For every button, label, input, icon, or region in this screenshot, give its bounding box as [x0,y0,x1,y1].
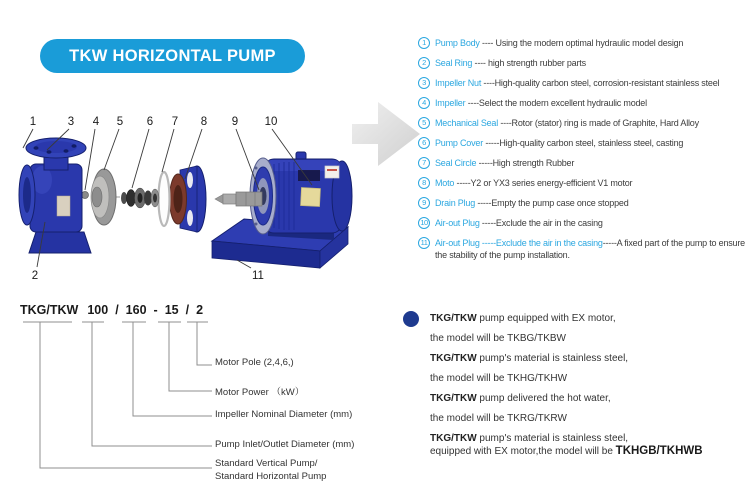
part-number-badge: 7 [418,157,430,169]
model-label-inlet-outlet-diameter: Pump Inlet/Outlet Diameter (mm) [215,439,355,450]
seal-circle-gasket [159,172,170,226]
part-number-badge: 2 [418,57,430,69]
part-number-label: 8 [200,116,208,128]
parts-list-item [418,77,754,89]
part-number-badge: 5 [418,117,430,129]
note-text: the model will be TKBG/TKBW [430,333,566,344]
part-description: ---- high strength rubber parts [472,58,586,68]
parts-list-item [418,197,754,209]
shaft [215,192,262,206]
part-number-label: 9 [231,116,239,128]
part-number-badge: 10 [418,217,430,229]
parts-list-item [418,57,754,69]
model-separator: - [153,303,158,317]
part-name: Air-out Plug -----Exclude the air in the casing [435,238,603,248]
parts-list [418,37,754,269]
part-number-label: 11 [252,270,264,282]
parts-list-item [418,97,754,109]
part-number-label: 3 [67,116,75,128]
part-number-badge: 1 [418,37,430,49]
model-prefix: TKG/TKW [430,353,477,364]
note-text: pump's material is stainless steel, [476,353,629,364]
part-number-label: 5 [116,116,124,128]
part-name: Pump Body [435,38,480,48]
part-name: Moto [435,178,455,188]
part-name: Pump Cover [435,138,484,148]
note-line [430,372,754,385]
model-segment-inlet: 100 [87,303,109,317]
part-number-label: 6 [146,116,154,128]
title-banner [40,39,305,73]
model-separator: / [115,303,119,317]
model-variant-notes [398,306,754,465]
part-name: Seal Ring [435,58,473,68]
model-label-impeller-diameter: Impeller Nominal Diameter (mm) [215,409,353,420]
part-description: -----Exclude the air in the casing [479,218,603,228]
part-number-badge: 4 [418,97,430,109]
note-text: the model will be TKRG/TKRW [430,413,567,424]
part-description: ----High-quality carbon steel, corrosion-resistant stainless steel [481,78,720,88]
note-line [430,412,754,425]
part-number-label: 10 [264,116,278,128]
parts-list-item [418,177,754,189]
note-line [430,352,754,365]
part-name: Drain Plug [435,198,476,208]
model-code [20,303,210,317]
note-line [430,445,754,458]
part-description: -----Y2 or YX3 series energy-efficient V1 motor [454,178,633,188]
part-number-label: 1 [29,116,37,128]
part-description: -----A fixed part of the pump to ensure the stability of the pump installation. [435,238,745,260]
part-number-label: 2 [31,270,39,282]
mechanical-seal-parts [116,188,159,208]
model-name-bold: TKHGB/TKHWB [615,445,703,457]
note-line [430,312,754,325]
part-description: ----Select the modern excellent hydraulic model [465,98,647,108]
parts-list-item [418,217,754,229]
model-label-motor-power: Motor Power （kW） [215,387,305,398]
model-segment-impeller: 160 [125,303,147,317]
model-segment-power: 15 [164,303,179,317]
part-number-badge: 11 [418,237,430,249]
model-segment-series: TKG/TKW [20,303,79,317]
note-text: pump delivered the hot water, [476,393,611,404]
model-label-pump-type-line2: Standard Horizontal Pump [215,471,327,482]
parts-list-item [418,37,754,49]
part-name: Mechanical Seal [435,118,499,128]
pump-body [19,138,91,253]
model-label-pump-type-line1: Standard Vertical Pump/ [215,458,318,469]
model-label-pump-type [215,457,326,483]
parts-list-item [418,117,754,129]
part-number-badge: 9 [418,197,430,209]
model-segment-pole: 2 [196,303,204,317]
note-text: pump equipped with EX motor, [476,313,616,324]
note-line [430,392,754,405]
impeller-nut [82,192,89,199]
part-description: -----High-quality carbon steel, stainless steel, casting [483,138,684,148]
part-number-label: 4 [92,116,100,128]
note-bullet-icon [403,311,419,327]
part-number-label: 7 [171,116,179,128]
model-label-motor-pole: Motor Pole (2,4,6,) [215,357,294,368]
part-name: Seal Circle [435,158,477,168]
right-arrow-icon [352,96,422,172]
note-text: equipped with EX motor,the model will be [430,446,616,457]
part-description: ---- Using the modern optimal hydraulic model design [479,38,684,48]
parts-list-item [418,137,754,149]
pump-cover [170,166,207,232]
part-description: -----High strength Rubber [476,158,575,168]
note-text: the model will be TKHG/TKHW [430,373,568,384]
model-prefix: TKG/TKW [430,313,477,324]
part-name: Impeller [435,98,466,108]
model-separator: / [185,303,190,317]
model-prefix: TKG/TKW [430,433,477,444]
part-number-badge: 3 [418,77,430,89]
impeller [91,169,116,225]
part-name: Impeller Nut [435,78,482,88]
part-number-badge: 6 [418,137,430,149]
parts-list-item [418,157,754,169]
note-text: pump's material is stainless steel, [476,433,629,444]
model-prefix: TKG/TKW [430,393,477,404]
part-name: Air-out Plug [435,218,480,228]
note-line [430,332,754,345]
part-description: -----Empty the pump case once stopped [475,198,629,208]
part-number-badge: 8 [418,177,430,189]
parts-list-item [418,237,754,261]
part-description: ----Rotor (stator) ring is made of Graphite, Hard Alloy [498,118,699,128]
note-line [430,432,754,445]
page-title: TKW HORIZONTAL PUMP [69,46,276,65]
motor [250,152,352,240]
